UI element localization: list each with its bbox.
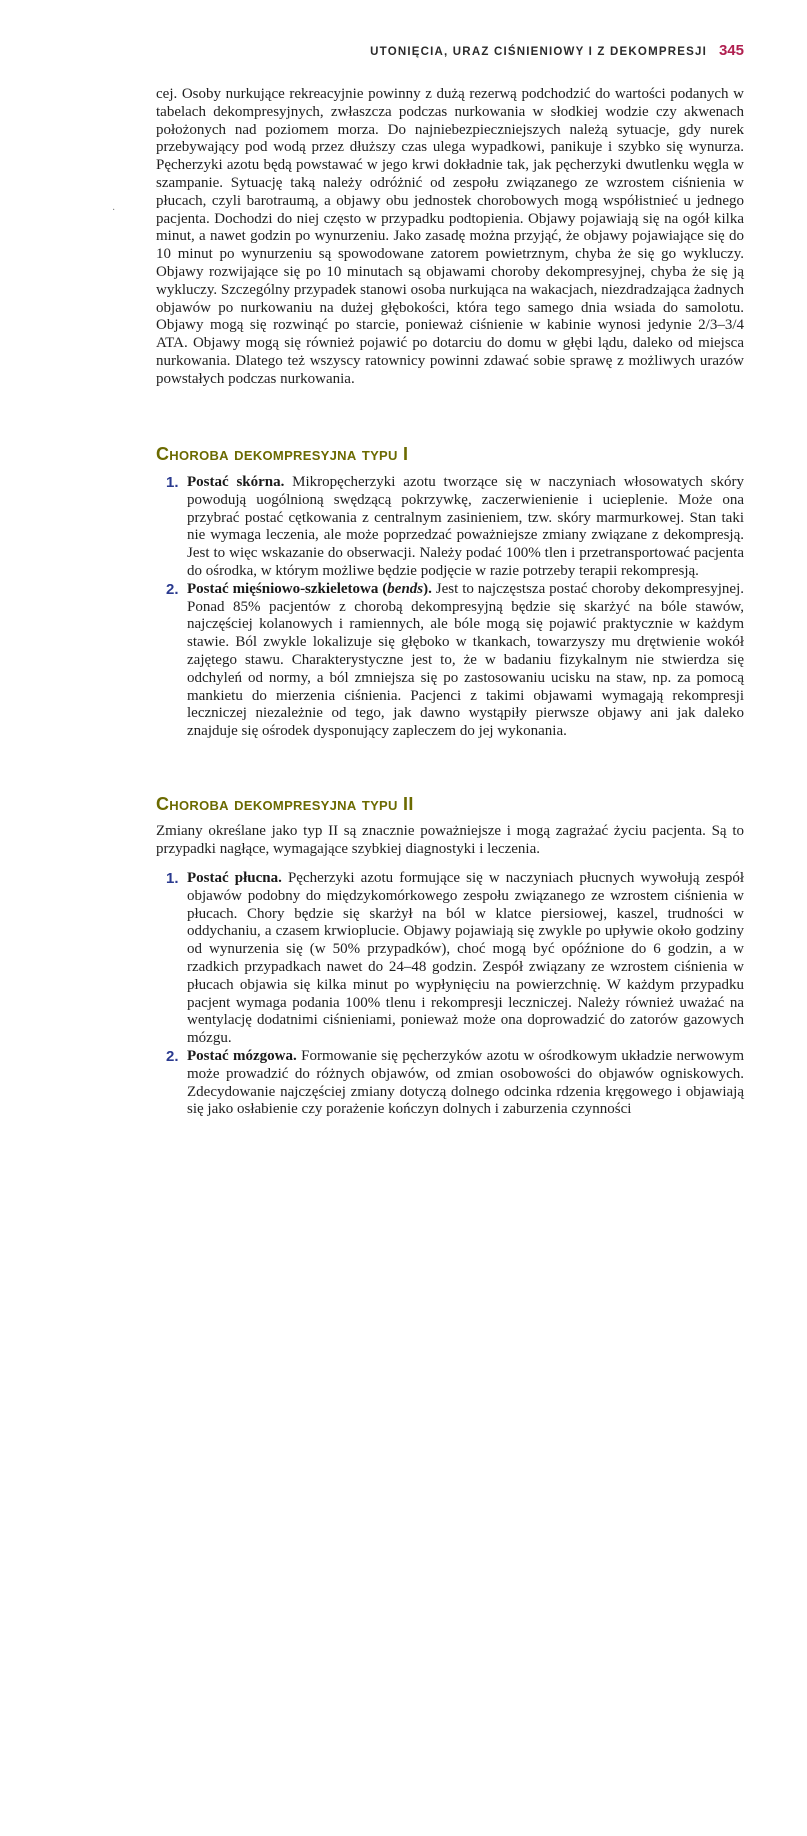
section-title-type-2: Choroba dekompresyjna typu II [156, 794, 414, 814]
list-item-text [187, 1048, 744, 1119]
list-item-term: Postać płucna. [187, 870, 282, 886]
list-item-number: 2. [166, 580, 179, 598]
intro-paragraph-block [156, 86, 744, 389]
list-item [156, 870, 744, 1048]
section-title-type-1: Choroba dekompresyjna typu I [156, 444, 409, 464]
list-item [156, 1048, 744, 1119]
list-item-number: 1. [166, 474, 179, 491]
list-item-body: Formowanie się pęcherzyków azotu w ośrodkowym układzie nerwowym może prowadzić do różnych objawów, od zmian osobowości do objawów ogniskowych. Zdecydowanie najczęściej zmiany dotyczą dolnego odcinka rdzenia kręgowego i objawiają się jako osłabienie czy porażenie kończyn dolnych i zaburzenia czynności [187, 1047, 744, 1118]
section-2-intro: Zmiany określane jako typ II są znacznie poważniejsze i mogą zagrażać życiu pacjenta. Są to przypadki nagłące, wymagające szybkiej diagnostyki i leczenia. [156, 823, 744, 857]
section-2-intro-block [156, 823, 744, 859]
intro-paragraph: cej. Osoby nurkujące rekreacyjnie powinny z dużą rezerwą podchodzić do wartości podanych w tabelach dekompresyjnych, zwłaszcza podczas nurkowania w słodkiej wodzie czy akwenach położonych nad poziomem morza. Do najniebezpieczniejszych należą sytuacje, gdy nurek przebywający pod wodą przez dłuższy czas ulega wypadkowi, panikuje i szybko się wynurza. Pęcherzyki azotu będą powstawać w jego krwi dokładnie tak, jak pęcherzyki dwutlenku węgla w szampanie. Sytuację taką należy odróżnić od zespołu związanego ze wzrostem ciśnienia w płucach, czyli barotraumą, a objawy obu jednostek chorobowych mogą współistnieć u jednego pacjenta. Dochodzi do niej często w przypadku podtopienia. Objawy pojawiają się na ogół kilka minut, a nawet godzin po wynurzeniu. Jako zasadę można przyjąć, że objawy pojawiające się do 10 minut po wynurzeniu są spowodowane zatorem powietrznym, chyba że się go wykluczy. Objawy rozwijające się po 10 minutach są objawami choroby dekompresyjnej, chyba że się ją wykluczy. Szczególny przypadek stanowi osoba nurkująca na wakacjach, niezdradzająca żadnych objawów po nurkowaniu na dużej głębokości, która tego samego dnia wsiada do samolotu. Objawy mogą się rozwinąć po starcie, ponieważ ciśnienie w kabinie wynosi jedynie 2/3–3/4 ATA. Objawy mogą się również pojawić po dotarciu do domu w głębi lądu, daleko od miejsca nurkowania. Dlatego też wszyscy ratownicy powinni zdawać sobie sprawę z możliwych urazów powstałych podczas nurkowania. [156, 86, 744, 387]
list-item-body: Jest to najczęstsza postać choroby dekompresyjnej. Ponad 85% pacjentów z chorobą dekompresyjną będzie się skarżyć na bóle stawów, najczęściej kolanowych i ramiennych, ale bóle mogą się pojawić praktycznie w każdym stawie. Ból zwykle lokalizuje się głęboko w tkankach, towarzyszy mu drętwienie wokół zajętego stawu. Charakterystyczne jest to, że w badaniu fizykalnym nie stwierdza się odchyleń od normy, a ból zmniejsza się po zastosowaniu ucisku na staw, np. za pomocą mankietu do mierzenia ciśnienia. Pacjenci z takimi objawami wymagają rekompresji leczniczej niezależnie od tego, jak dawno wystąpiły pierwsze objawy ani jak daleko znajduje się ośrodek dysponujący zapleczem do jej wykonania. [187, 580, 744, 740]
list-item-term: Postać mięśniowo-szkieletowa ( [187, 580, 388, 597]
list-item-number: 1. [166, 870, 179, 887]
type-2-list [156, 870, 744, 1119]
list-item-term-italic: bends [387, 580, 424, 597]
running-title: UTONIĘCIA, URAZ CIŚNIENIOWY I Z DEKOMPRESJI [370, 46, 707, 58]
type-1-list [156, 474, 744, 741]
list-item-term: Postać mózgowa. [187, 1047, 297, 1064]
list-item-text [187, 870, 744, 1048]
list-item-text [187, 474, 744, 581]
margin-dot: · [112, 205, 116, 216]
list-item-body: Mikropęcherzyki azotu tworzące się w naczyniach włosowatych skóry powodują uogólnioną swędzącą pokrzywkę, zaczerwienienie i ucieplenie. Może ona przybrać postać cętkowania z centralnym zasinieniem, tzw. skóry marmurkowej. Stan taki nie wymaga leczenia, ale może poprzedzać poważniejsze zmiany związane z dekompresją. Jest to więc wskazanie do obserwacji. Należy podać 100% tlen i przetransportować pacjenta do ośrodka, w którym możliwe będzie podjęcie w razie potrzeby terapii rekompresją. [187, 474, 744, 579]
page-number: 345 [718, 42, 744, 59]
list-item-text [187, 581, 744, 741]
list-item-body: Pęcherzyki azotu formujące się w naczyniach płucnych wywołują zespół objawów podobny do międzykomórkowego zespołu związanego ze wzrostem ciśnienia w płucach. Chory będzie się skarżył na ból w klatce piersiowej, kaszel, trudności w oddychaniu, a czasem krwioplucie. Objawy pojawiają się zwykle po upływie około godziny od wynurzenia się (w 50% przypadków), choć mogą być opóźnione do 6 godzin, a w rzadkich przypadkach nawet do 24–48 godzin. Zespół związany ze wzrostem ciśnienia w płucach objawia się kilka minut po wypłynięciu na powierzchnię. W każdym przypadku pacjent wymaga podania 100% tlenu i rekompresji leczniczej. Należy również uważać na wentylację dodatnimi ciśnieniami, ponieważ może ona doprowadzić do zatorów gazowych mózgu. [187, 870, 744, 1047]
list-item-term: Postać skórna. [187, 474, 285, 490]
list-item [156, 581, 744, 741]
list-item [156, 474, 744, 581]
list-item-term-end: ). [423, 580, 432, 597]
running-header [156, 42, 744, 64]
list-item-number: 2. [166, 1047, 179, 1065]
